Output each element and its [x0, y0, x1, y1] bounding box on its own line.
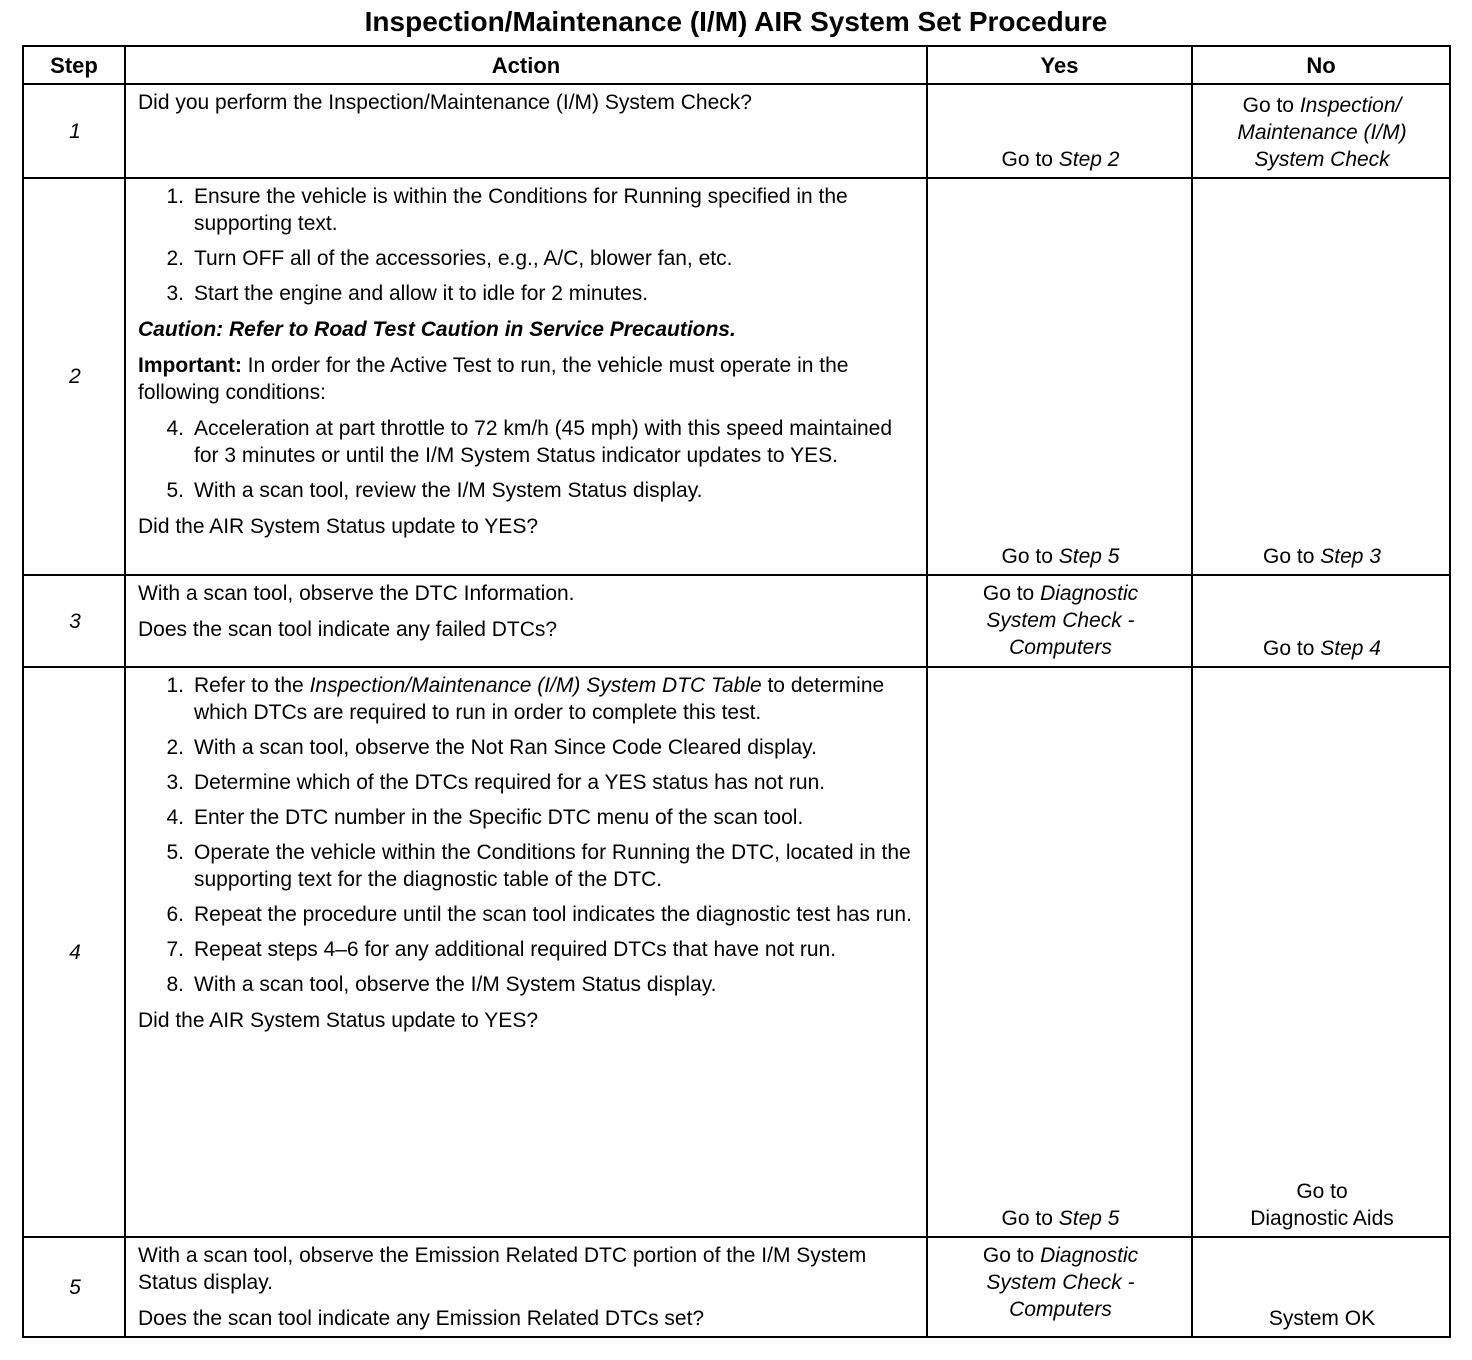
go-to-text: Go to	[982, 1244, 1041, 1267]
list-text: Operate the vehicle within the Conditions for Running the DTC, located in the supporting text for the diagnostic table of the DTC.	[194, 841, 911, 891]
step-number: 3	[23, 575, 125, 667]
list-item	[138, 280, 916, 307]
list-item	[138, 415, 916, 469]
list-text: Determine which of the DTCs required for a YES status has not run.	[194, 771, 826, 794]
yes-link-line[interactable]: Computers	[1009, 636, 1112, 659]
list-number: 3.	[166, 771, 184, 794]
no-link[interactable]: Step 4	[1320, 637, 1381, 660]
yes-cell	[927, 575, 1192, 667]
action-cell	[125, 178, 927, 575]
action-question: Does the scan tool indicate any failed DTCs?	[138, 618, 558, 641]
list-item	[138, 477, 916, 504]
no-cell	[1192, 84, 1450, 178]
yes-link-line[interactable]: Diagnostic	[1040, 582, 1139, 605]
list-item	[138, 769, 916, 796]
no-link[interactable]: Diagnostic Aids	[1250, 1207, 1394, 1230]
numbered-list	[138, 183, 916, 307]
list-text: With a scan tool, review the I/M System Status display.	[194, 479, 703, 502]
list-item	[138, 971, 916, 998]
list-text: to determine which DTCs are required to run in order to complete this test.	[194, 674, 885, 724]
step-number: 2	[23, 178, 125, 575]
header-no: No	[1192, 46, 1450, 84]
no-link-line[interactable]: Inspection/	[1299, 94, 1402, 117]
action-cell	[125, 84, 927, 178]
list-text: With a scan tool, observe the I/M System Status display.	[194, 973, 717, 996]
list-item	[138, 901, 916, 928]
list-text: Enter the DTC number in the Specific DTC menu of the scan tool.	[194, 806, 804, 829]
go-to-text: Go to	[1263, 637, 1321, 660]
list-number: 8.	[166, 973, 184, 996]
yes-link[interactable]: Step 2	[1058, 148, 1120, 171]
go-to-text: Go to	[1001, 545, 1059, 568]
list-text: Ensure the vehicle is within the Conditions for Running specified in the supporting text.	[194, 185, 848, 235]
procedure-table	[22, 45, 1451, 1338]
list-number: 1.	[166, 185, 184, 208]
list-item	[138, 245, 916, 272]
numbered-list	[138, 672, 916, 998]
no-cell	[1192, 178, 1450, 575]
list-item	[138, 839, 916, 893]
no-link-line[interactable]: Maintenance (I/M)	[1237, 121, 1407, 144]
yes-cell	[927, 667, 1192, 1237]
list-text: Start the engine and allow it to idle for 2 minutes.	[194, 282, 649, 305]
action-text: With a scan tool, observe the Emission Related DTC portion of the I/M System Status display.	[138, 1244, 867, 1294]
action-cell	[125, 1237, 927, 1337]
table-row-step-1	[23, 84, 1450, 178]
no-link-line[interactable]: System Check	[1254, 148, 1390, 171]
list-item	[138, 804, 916, 831]
list-text: With a scan tool, observe the Not Ran Since Code Cleared display.	[194, 736, 817, 759]
yes-cell	[927, 84, 1192, 178]
important-label: Important:	[138, 354, 242, 377]
table-row-step-2	[23, 178, 1450, 575]
action-question: Does the scan tool indicate any Emission Related DTCs set?	[138, 1307, 705, 1330]
list-item	[138, 183, 916, 237]
no-line: Go to	[1296, 1180, 1348, 1203]
yes-link-line[interactable]: System Check -	[986, 1271, 1135, 1294]
yes-cell	[927, 1237, 1192, 1337]
action-question: Did you perform the Inspection/Maintenance (I/M) System Check?	[138, 91, 752, 114]
list-number: 2.	[166, 736, 184, 759]
header-row	[23, 46, 1450, 84]
header-yes: Yes	[927, 46, 1192, 84]
action-cell	[125, 575, 927, 667]
important-note	[138, 352, 916, 406]
no-cell	[1192, 575, 1450, 667]
no-cell	[1192, 1237, 1450, 1337]
list-number: 1.	[166, 674, 184, 697]
step-number: 1	[23, 84, 125, 178]
list-number: 2.	[166, 247, 184, 270]
list-text: Refer to the	[194, 674, 310, 697]
yes-cell	[927, 178, 1192, 575]
list-number: 7.	[166, 938, 184, 961]
list-text: Repeat the procedure until the scan tool indicates the diagnostic test has run.	[194, 903, 912, 926]
list-text: Turn OFF all of the accessories, e.g., A/C, blower fan, etc.	[194, 247, 733, 270]
header-step: Step	[23, 46, 125, 84]
action-text: With a scan tool, observe the DTC Information.	[138, 582, 575, 605]
list-number: 6.	[166, 903, 184, 926]
list-number: 5.	[166, 479, 184, 502]
list-text: Acceleration at part throttle to 72 km/h (45 mph) with this speed maintained for 3 minutes or until the I/M System Status indicator updates to YES.	[194, 417, 893, 467]
dtc-table-link[interactable]: Inspection/Maintenance (I/M) System DTC Table	[309, 674, 762, 697]
list-item	[138, 936, 916, 963]
numbered-list	[138, 415, 916, 504]
list-number: 3.	[166, 282, 184, 305]
go-to-text: Go to	[1001, 1207, 1059, 1230]
go-to-text: Go to	[1263, 545, 1321, 568]
table-row-step-3	[23, 575, 1450, 667]
list-number: 4.	[166, 806, 184, 829]
list-item	[138, 672, 916, 726]
caution-note: Caution: Refer to Road Test Caution in Service Precautions.	[138, 318, 736, 341]
yes-link[interactable]: Step 5	[1058, 1207, 1120, 1230]
go-to-text: Go to	[1001, 148, 1059, 171]
yes-link-line[interactable]: Diagnostic	[1040, 1244, 1139, 1267]
table-row-step-4	[23, 667, 1450, 1237]
yes-link-line[interactable]: Computers	[1009, 1298, 1112, 1321]
action-question: Did the AIR System Status update to YES?	[138, 515, 539, 538]
header-action: Action	[125, 46, 927, 84]
page-title: Inspection/Maintenance (I/M) AIR System Set Procedure	[364, 6, 1108, 37]
step-number: 4	[23, 667, 125, 1237]
step-number: 5	[23, 1237, 125, 1337]
important-text: In order for the Active Test to run, the vehicle must operate in the following conditions:	[138, 354, 849, 404]
list-text: Repeat steps 4–6 for any additional required DTCs that have not run.	[194, 938, 837, 961]
no-cell	[1192, 667, 1450, 1237]
list-number: 4.	[166, 417, 184, 440]
no-result: System OK	[1268, 1307, 1376, 1330]
yes-link[interactable]: Step 5	[1058, 545, 1120, 568]
list-item	[138, 734, 916, 761]
table-row-step-5	[23, 1237, 1450, 1337]
no-link[interactable]: Step 3	[1320, 545, 1381, 568]
action-question: Did the AIR System Status update to YES?	[138, 1009, 539, 1032]
go-to-text: Go to	[982, 582, 1041, 605]
action-cell	[125, 667, 927, 1237]
go-to-text: Go to	[1242, 94, 1300, 117]
list-number: 5.	[166, 841, 184, 864]
yes-link-line[interactable]: System Check -	[986, 609, 1135, 632]
